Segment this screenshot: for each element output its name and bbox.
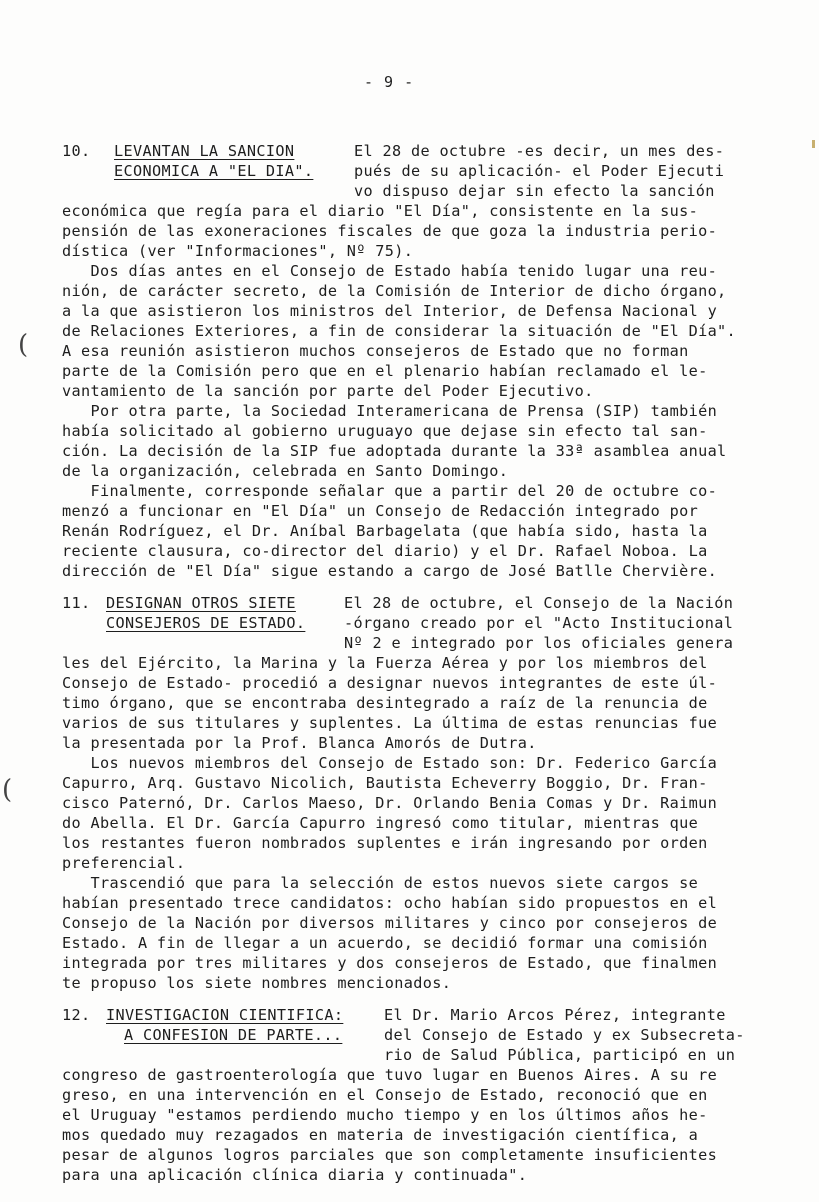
text-line: Dos días antes en el Consejo de Estado había tenido lugar una reu-: [62, 262, 718, 280]
text-line: Finalmente, corresponde señalar que a partir del 20 de octubre co-: [62, 482, 718, 500]
text-line: Consejo de la Nación por diversos militares y cinco por consejeros de: [62, 914, 718, 932]
text-line: a la que asistieron los ministros del Interior, de Defensa Nacional y: [62, 302, 718, 320]
text-line: pués de su aplicación- el Poder Ejecuti: [354, 162, 725, 180]
text-line: la presentada por la Prof. Blanca Amorós de Dutra.: [62, 734, 537, 752]
text-line: varios de sus titulares y suplentes. La última de estas renuncias fue: [62, 714, 718, 732]
text-line: Estado. A fin de llegar a un acuerdo, se decidió formar una comisión: [62, 934, 708, 952]
section-number: 10.: [62, 142, 91, 160]
text-line: El Dr. Mario Arcos Pérez, integrante: [384, 1006, 726, 1024]
section-heading-line: INVESTIGACION CIENTIFICA:: [106, 1006, 344, 1024]
section-number: 12.: [62, 1006, 91, 1024]
section-number: 11.: [62, 594, 91, 612]
text-line: vantamiento de la sanción por parte del Poder Ejecutivo.: [62, 382, 594, 400]
text-line: El 28 de octubre -es decir, un mes des-: [354, 142, 725, 160]
text-line: del Consejo de Estado y ex Subsecreta-: [384, 1026, 745, 1044]
text-line: nión, de carácter secreto, de la Comisión de Interior de dicho órgano,: [62, 282, 727, 300]
text-line: Trascendió que para la selección de estos nuevos siete cargos se: [62, 874, 699, 892]
text-line: cisco Paternó, Dr. Carlos Maeso, Dr. Orlando Benia Comas y Dr. Raimun: [62, 794, 718, 812]
text-line: do Abella. El Dr. García Capurro ingresó como titular, mientras que: [62, 814, 699, 832]
text-line: ción. La decisión de la SIP fue adoptada durante la 33ª asamblea anual: [62, 442, 727, 460]
text-line: menzó a funcionar en "El Día" un Consejo de Redacción integrado por: [62, 502, 699, 520]
text-line: para una aplicación clínica diaria y continuada".: [62, 1166, 528, 1184]
text-line: Consejo de Estado- procedió a designar nuevos integrantes de este úl-: [62, 674, 718, 692]
section-heading-line: ECONOMICA A "EL DIA".: [114, 162, 314, 180]
text-line: habían presentado trece candidatos: ocho habían sido propuestos en el: [62, 894, 718, 912]
text-line: había solicitado al gobierno uruguayo que dejase sin efecto tal san-: [62, 422, 708, 440]
section-heading-line: DESIGNAN OTROS SIETE: [106, 594, 296, 612]
text-line: greso, en una intervención en el Consejo de Estado, reconoció que en: [62, 1086, 708, 1104]
margin-bracket-mark: (: [18, 330, 29, 360]
text-line: Los nuevos miembros del Consejo de Estado son: Dr. Federico García: [62, 754, 718, 772]
text-line: pensión de las exoneraciones fiscales de que goza la industria perio-: [62, 222, 718, 240]
margin-bracket-mark: (: [2, 775, 13, 805]
text-line: de Relaciones Exteriores, a fin de considerar la situación de "El Día".: [62, 322, 737, 340]
text-line: parte de la Comisión pero que en el plenario habían reclamado el le-: [62, 362, 708, 380]
text-line: pesar de algunos logros parciales que son completamente insuficientes: [62, 1146, 718, 1164]
text-line: A esa reunión asistieron muchos consejeros de Estado que no forman: [62, 342, 689, 360]
section-heading-line: CONSEJEROS DE ESTADO.: [106, 614, 306, 632]
text-line: reciente clausura, co-director del diario) y el Dr. Rafael Noboa. La: [62, 542, 708, 560]
text-line: congreso de gastroenterología que tuvo lugar en Buenos Aires. A su re: [62, 1066, 718, 1084]
text-line: de la organización, celebrada en Santo Domingo.: [62, 462, 509, 480]
text-line: vo dispuso dejar sin efecto la sanción: [354, 182, 715, 200]
section-heading-line: A CONFESION DE PARTE...: [124, 1026, 343, 1044]
section-heading-line: LEVANTAN LA SANCION: [114, 142, 295, 160]
text-line: integrada por tres militares y dos consejeros de Estado, que finalmen: [62, 954, 718, 972]
text-line: dirección de "El Día" sigue estando a cargo de José Batlle Chervière.: [62, 562, 718, 580]
text-line: -órgano creado por el "Acto Institucional: [344, 614, 734, 632]
text-line: Capurro, Arq. Gustavo Nicolich, Bautista Echeverry Boggio, Dr. Fran-: [62, 774, 708, 792]
text-line: el Uruguay "estamos perdiendo mucho tiempo y en los últimos años he-: [62, 1106, 708, 1124]
text-line: Renán Rodríguez, el Dr. Aníbal Barbagelata (que había sido, hasta la: [62, 522, 708, 540]
text-line: Por otra parte, la Sociedad Interamericana de Prensa (SIP) también: [62, 402, 718, 420]
edge-mark: [812, 140, 815, 148]
text-line: los restantes fueron nombrados suplentes e irán ingresando por orden: [62, 834, 708, 852]
text-line: preferencial.: [62, 854, 186, 872]
page-number: - 9 -: [364, 73, 415, 91]
text-line: te propuso los siete nombres mencionados.: [62, 974, 452, 992]
text-line: timo órgano, que se encontraba desintegrado a raíz de la renuncia de: [62, 694, 708, 712]
text-line: El 28 de octubre, el Consejo de la Nación: [344, 594, 734, 612]
text-line: rio de Salud Pública, participó en un: [384, 1046, 736, 1064]
text-line: económica que regía para el diario "El Día", consistente en la sus-: [62, 202, 699, 220]
text-line: mos quedado muy rezagados en materia de investigación científica, a: [62, 1126, 699, 1144]
text-line: Nº 2 e integrado por los oficiales genera: [344, 634, 734, 652]
text-line: les del Ejército, la Marina y la Fuerza Aérea y por los miembros del: [62, 654, 708, 672]
text-line: dística (ver "Informaciones", Nº 75).: [62, 242, 414, 260]
